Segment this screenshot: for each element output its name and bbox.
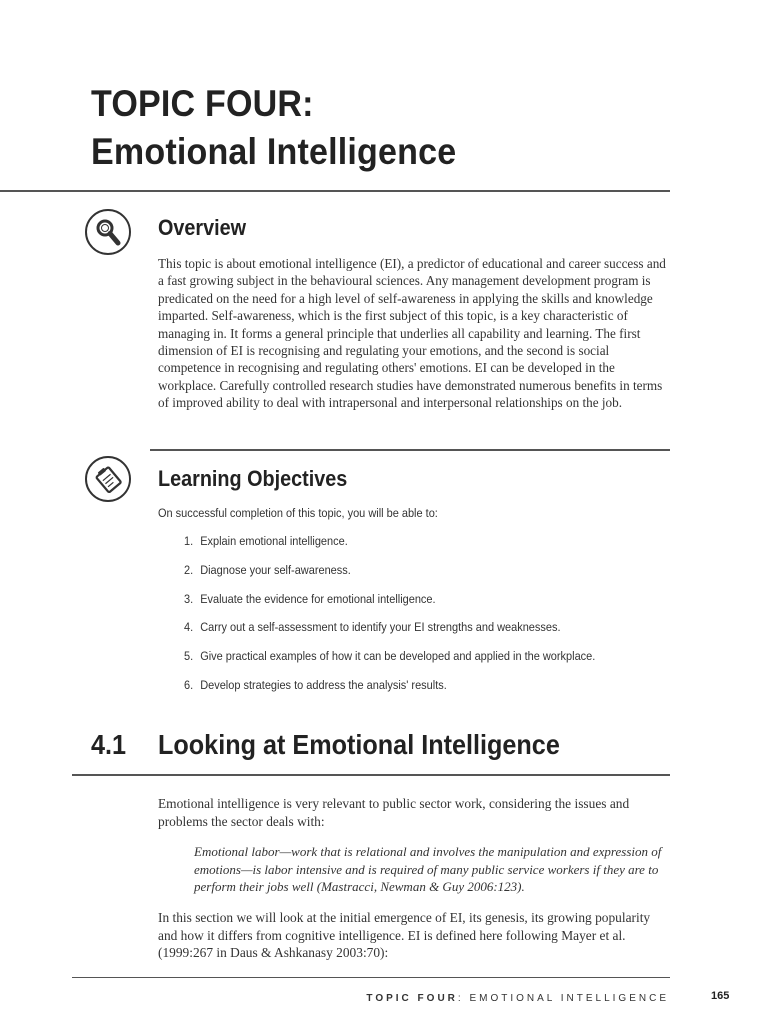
footer-divider xyxy=(72,977,670,978)
topic-line: TOPIC FOUR: xyxy=(91,83,314,124)
item-text: Give practical examples of how it can be developed and applied in the workplace. xyxy=(200,649,596,664)
item-text: Evaluate the evidence for emotional intelligence. xyxy=(200,591,436,606)
footer-subject: EMOTIONAL INTELLIGENCE xyxy=(469,993,669,1004)
topic-name: Emotional Intelligence xyxy=(91,131,457,172)
list-item xyxy=(184,592,595,621)
overview-heading: Overview xyxy=(158,215,247,240)
list-item xyxy=(184,563,595,592)
footer-separator: : xyxy=(457,993,464,1004)
section-paragraph-1: Emotional intelligence is very relevant to public sector work, considering the issues and problems the sector deals with: xyxy=(158,796,630,829)
list-item xyxy=(184,649,595,678)
overview-divider xyxy=(150,449,670,451)
list-item xyxy=(184,534,595,563)
section-divider xyxy=(72,774,670,776)
item-number: 1. xyxy=(184,534,194,548)
objectives-intro: On successful completion of this topic, you will be able to: xyxy=(158,506,438,520)
overview-text: This topic is about emotional intelligence (EI), a predictor of educational and career success and a fast growing subject in the behavioural sciences. Any management development program is predicated on the need for a high level of self-awareness in applying the skills and knowledge imparted. Self-awareness, which is the first subject of this topic, is a key characteristic of managing in. It forms a general principle that underlies all capability and learning. The first dimension of EI is recognising and regulating your emotions, and the second is social competence in recognising and regulating others' emotions. EI can be developed in the workplace. Carefully controlled research studies have demonstrated numerous benefits in terms of improved ability to deal with intrapersonal and interpersonal relationships on the job. xyxy=(158,256,666,411)
running-footer xyxy=(366,993,669,1004)
footer-topic: TOPIC FOUR xyxy=(366,993,458,1004)
magnifier-icon xyxy=(85,209,131,255)
item-text: Explain emotional intelligence. xyxy=(200,534,348,548)
item-text: Develop strategies to address the analysis' results. xyxy=(200,677,447,692)
item-number: 5. xyxy=(184,649,194,664)
topic-title xyxy=(91,80,456,176)
item-text: Carry out a self-assessment to identify your EI strengths and weaknesses. xyxy=(200,620,561,635)
objectives-list xyxy=(184,534,641,707)
title-divider xyxy=(0,190,670,192)
list-item xyxy=(184,620,595,649)
item-text: Diagnose your self-awareness. xyxy=(200,562,351,577)
objectives-heading: Learning Objectives xyxy=(158,466,348,491)
section-paragraph-2: In this section we will look at the initial emergence of EI, its genesis, its growing popularity and how it differs from cognitive intelligence. EI is defined here following Mayer et al. (1999:267 in Daus & Ashkanasy 2003:70): xyxy=(158,910,651,961)
item-number: 3. xyxy=(184,591,194,606)
item-number: 6. xyxy=(184,677,194,692)
section-number: 4.1 xyxy=(91,729,127,760)
item-number: 4. xyxy=(184,620,194,635)
block-quote: Emotional labor—work that is relational and involves the manipulation and expression of emotions—is labor intensive and is required of many public service workers if they are to perform their jobs well (Mastracci, Newman & Guy 2006:123). xyxy=(194,844,662,895)
section-title: Looking at Emotional Intelligence xyxy=(158,729,560,760)
clipboard-icon xyxy=(85,456,131,502)
list-item xyxy=(184,678,595,707)
item-number: 2. xyxy=(184,562,194,577)
page-number: 165 xyxy=(711,990,730,1002)
